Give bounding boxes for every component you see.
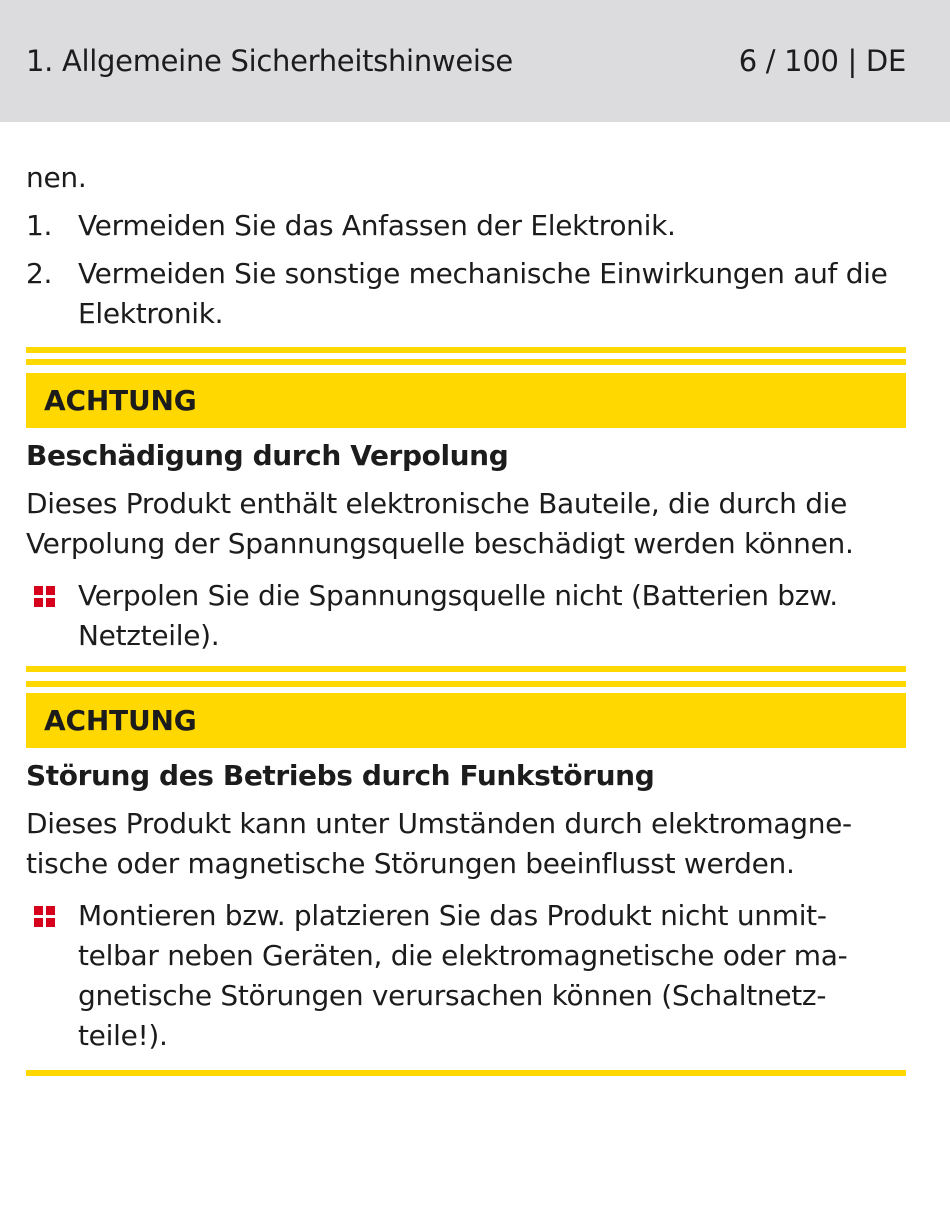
instruction-text: Montieren bzw. platzieren Sie das Produkt nicht unmit-telbar neben Geräten, die elektromagnetische oder ma-gnetische Störungen verursachen können (Schaltnetz-teile!). — [78, 899, 848, 1052]
list-item — [26, 206, 906, 246]
page-header — [0, 0, 950, 122]
page-info: 6 / 100 | DE — [738, 44, 906, 78]
warning-bottom-rule — [26, 1070, 906, 1076]
list-text: Vermeiden Sie sonstige mechanische Einwirkungen auf die Elektronik. — [78, 257, 888, 330]
continuation-text: nen. — [26, 161, 87, 194]
warning-bottom-rule — [26, 666, 906, 672]
warning-instruction — [26, 896, 906, 1056]
warning-box — [26, 681, 906, 1076]
list-item — [26, 254, 906, 334]
instruction-text: Verpolen Sie die Spannungsquelle nicht (Batterien bzw. Netzteile). — [78, 579, 838, 652]
red-square-bullet-icon — [34, 906, 55, 927]
warning-label: ACHTUNG — [26, 373, 906, 428]
list-number: 1. — [26, 209, 53, 242]
red-square-bullet-icon — [34, 586, 55, 607]
warning-instruction — [26, 576, 906, 656]
warning-label: ACHTUNG — [26, 693, 906, 748]
warning-body: Dieses Produkt enthält elektronische Bauteile, die durch die Verpolung der Spannungsquelle beschädigt werden können. — [26, 487, 854, 560]
warning-top-rule — [26, 681, 906, 687]
list-number: 2. — [26, 257, 53, 290]
warning-top-rule — [26, 347, 906, 353]
steps-list — [26, 206, 906, 334]
list-text: Vermeiden Sie das Anfassen der Elektronik. — [78, 209, 676, 242]
warning-body: Dieses Produkt kann unter Umständen durch elektromagne-tische oder magnetische Störungen beeinflusst werden. — [26, 807, 852, 880]
warning-title: Beschädigung durch Verpolung — [26, 439, 509, 472]
page-content — [0, 158, 950, 1076]
warning-box — [26, 347, 906, 672]
section-title: 1. Allgemeine Sicherheitshinweise — [26, 44, 513, 78]
warning-top-rule — [26, 359, 906, 365]
warning-title: Störung des Betriebs durch Funkstörung — [26, 759, 655, 792]
